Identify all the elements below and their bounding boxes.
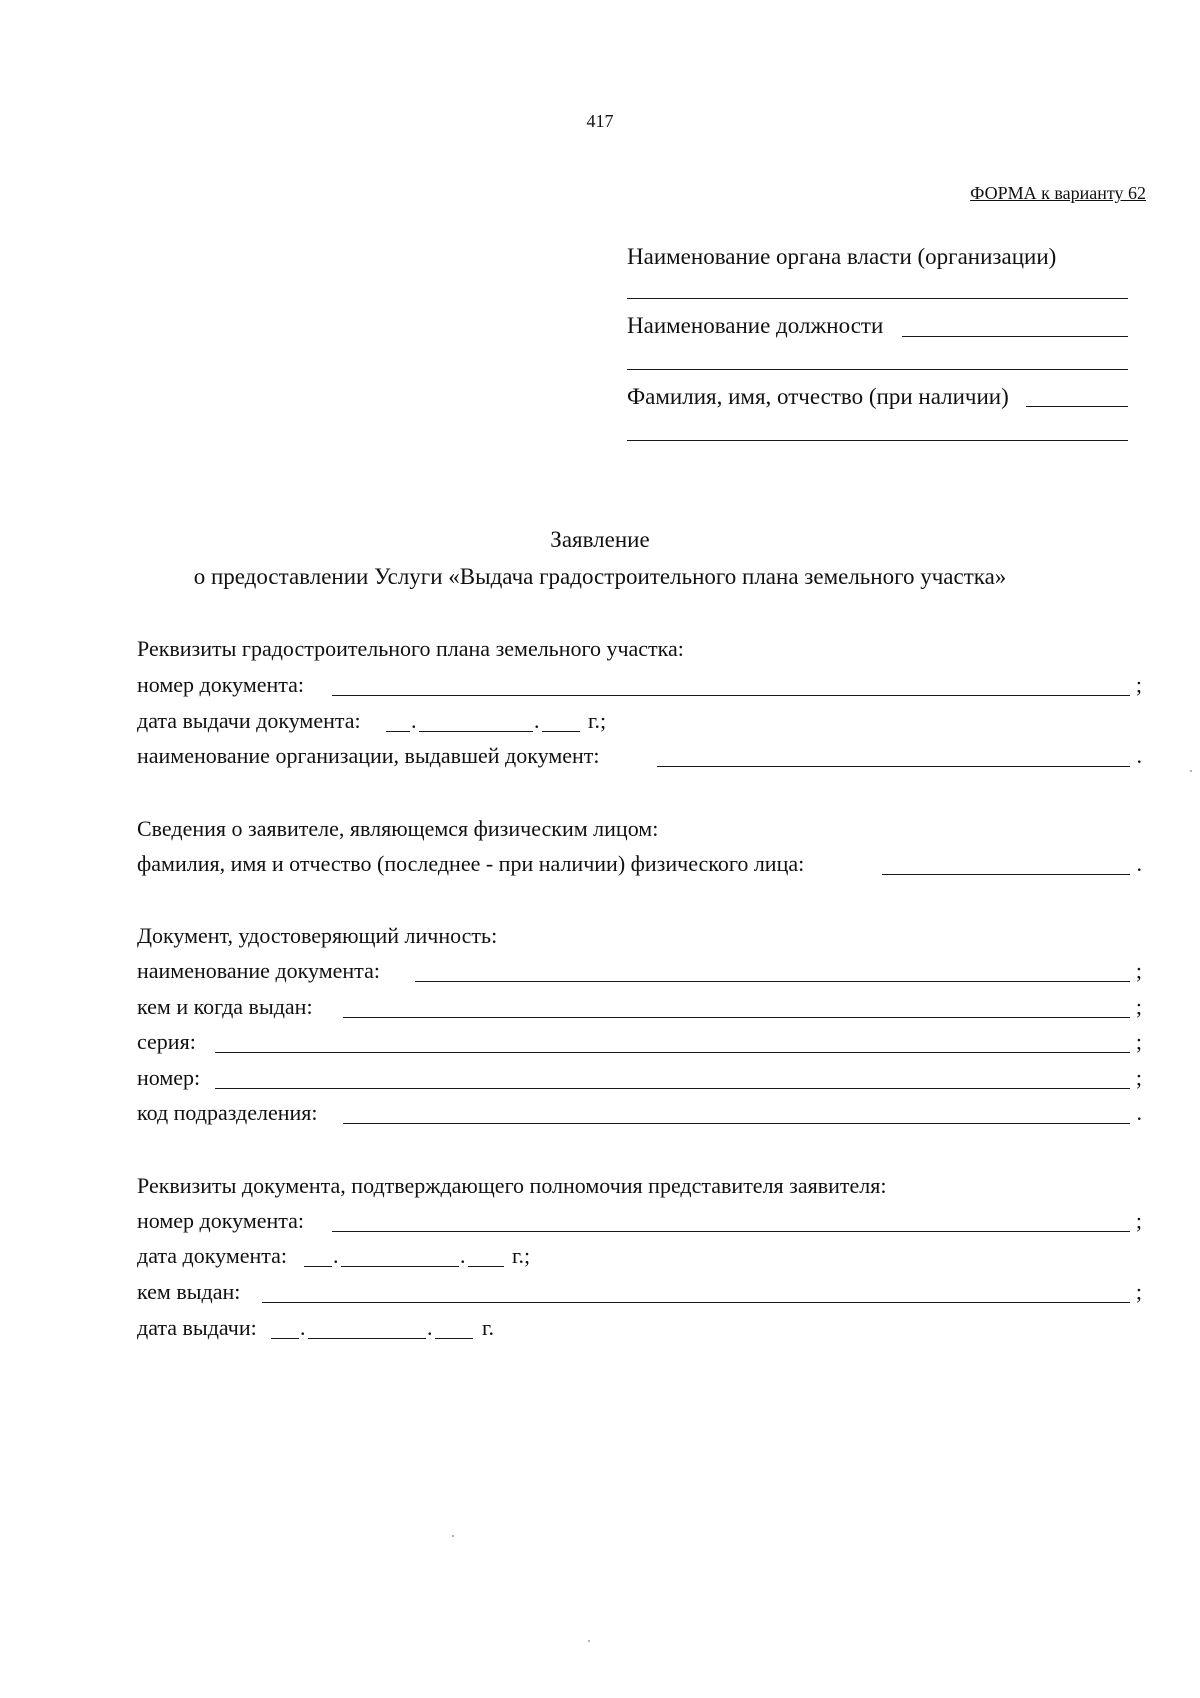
rep-doc-date-row	[137, 1245, 1142, 1271]
date-separator: .	[333, 1243, 339, 1268]
period: .	[1136, 1100, 1142, 1125]
gpzu-issue-month-field[interactable]	[419, 731, 533, 732]
gpzu-issuer-row	[137, 745, 1142, 771]
gpzu-doc-number-field[interactable]	[332, 695, 1130, 696]
rep-doc-date-label: дата документа:	[137, 1243, 288, 1268]
page-number: 417	[586, 111, 614, 131]
rep-doc-number-label: номер документа:	[137, 1208, 305, 1233]
date-separator: .	[460, 1243, 466, 1268]
scan-speck	[588, 1640, 590, 1642]
date-separator: .	[411, 708, 417, 733]
id-division-field[interactable]	[343, 1123, 1130, 1124]
id-doc-name-label: наименование документа:	[137, 958, 380, 983]
applicant-fio-row	[137, 853, 1142, 879]
rep-doc-year-field[interactable]	[468, 1266, 504, 1267]
rep-doc-number-field[interactable]	[332, 1231, 1130, 1232]
fio-field-line[interactable]	[1026, 406, 1128, 407]
rep-doc-day-field[interactable]	[304, 1266, 332, 1267]
rep-issue-year-field[interactable]	[435, 1338, 473, 1339]
gpzu-issue-day-field[interactable]	[386, 731, 410, 732]
scan-speck	[452, 1535, 454, 1537]
gpzu-issue-date-tail: г.;	[588, 708, 607, 733]
rep-issued-by-label: кем выдан:	[137, 1279, 241, 1304]
rep-doc-month-field[interactable]	[341, 1266, 459, 1267]
gpzu-issue-date-row	[137, 710, 1142, 736]
authority-label: Наименование органа власти (организации)	[627, 244, 1057, 269]
semicolon: ;	[1135, 994, 1142, 1019]
semicolon: ;	[1135, 1029, 1142, 1054]
id-doc-name-field[interactable]	[415, 981, 1130, 982]
id-number-field[interactable]	[215, 1088, 1130, 1089]
gpzu-doc-number-row	[137, 674, 1142, 700]
scan-speck	[1190, 770, 1192, 772]
date-separator: .	[534, 708, 540, 733]
fio-label: Фамилия, имя, отчество (при наличии)	[627, 384, 1009, 409]
rep-issued-by-field[interactable]	[262, 1302, 1130, 1303]
period: .	[1136, 851, 1142, 876]
id-issued-label: кем и когда выдан:	[137, 994, 313, 1019]
semicolon: ;	[1135, 1279, 1142, 1304]
position-field-line-2[interactable]	[627, 369, 1128, 370]
id-issued-field[interactable]	[343, 1017, 1130, 1018]
rep-issue-date-row	[137, 1317, 1142, 1343]
rep-issue-date-tail: г.	[482, 1315, 495, 1340]
gpzu-heading: Реквизиты градостроительного плана земельного участка:	[137, 636, 684, 661]
semicolon: ;	[1135, 1208, 1142, 1233]
id-division-label: код подразделения:	[137, 1100, 318, 1125]
id-series-field[interactable]	[215, 1052, 1130, 1053]
applicant-fio-label: фамилия, имя и отчество (последнее - при наличии) физического лица:	[137, 851, 805, 876]
semicolon: ;	[1135, 958, 1142, 983]
gpzu-issue-year-field[interactable]	[542, 731, 580, 732]
authority-field-line[interactable]	[627, 298, 1128, 299]
id-number-row	[137, 1067, 1142, 1093]
rep-issued-by-row	[137, 1281, 1142, 1307]
rep-issue-day-field[interactable]	[271, 1338, 299, 1339]
rep-doc-number-row	[137, 1210, 1142, 1236]
semicolon: ;	[1135, 1065, 1142, 1090]
document-title: Заявление	[550, 527, 650, 552]
rep-issue-month-field[interactable]	[308, 1338, 426, 1339]
document-subtitle: о предоставлении Услуги «Выдача градостроительного плана земельного участка»	[193, 564, 1007, 589]
applicant-heading: Сведения о заявителе, являющемся физическим лицом:	[137, 816, 659, 841]
id-series-row	[137, 1031, 1142, 1057]
form-reference: ФОРМА к варианту 62	[970, 183, 1146, 203]
date-separator: .	[300, 1315, 306, 1340]
semicolon: ;	[1135, 672, 1142, 697]
gpzu-doc-number-label: номер документа:	[137, 672, 305, 697]
gpzu-issuer-field[interactable]	[657, 766, 1130, 767]
rep-doc-date-tail: г.;	[512, 1243, 531, 1268]
fio-field-line-2[interactable]	[627, 440, 1128, 441]
gpzu-issuer-label: наименование организации, выдавшей документ:	[137, 743, 600, 768]
rep-heading: Реквизиты документа, подтверждающего полномочия представителя заявителя:	[137, 1173, 887, 1198]
period: .	[1136, 743, 1142, 768]
date-separator: .	[427, 1315, 433, 1340]
gpzu-issue-date-label: дата выдачи документа:	[137, 708, 361, 733]
id-doc-name-row	[137, 960, 1142, 986]
id-division-row	[137, 1102, 1142, 1128]
id-number-label: номер:	[137, 1065, 201, 1090]
id-series-label: серия:	[137, 1029, 196, 1054]
position-field-line[interactable]	[902, 336, 1128, 337]
id-heading: Документ, удостоверяющий личность:	[137, 923, 498, 948]
rep-issue-date-label: дата выдачи:	[137, 1315, 257, 1340]
id-issued-row	[137, 996, 1142, 1022]
position-label: Наименование должности	[627, 313, 884, 338]
applicant-fio-field[interactable]	[882, 874, 1130, 875]
